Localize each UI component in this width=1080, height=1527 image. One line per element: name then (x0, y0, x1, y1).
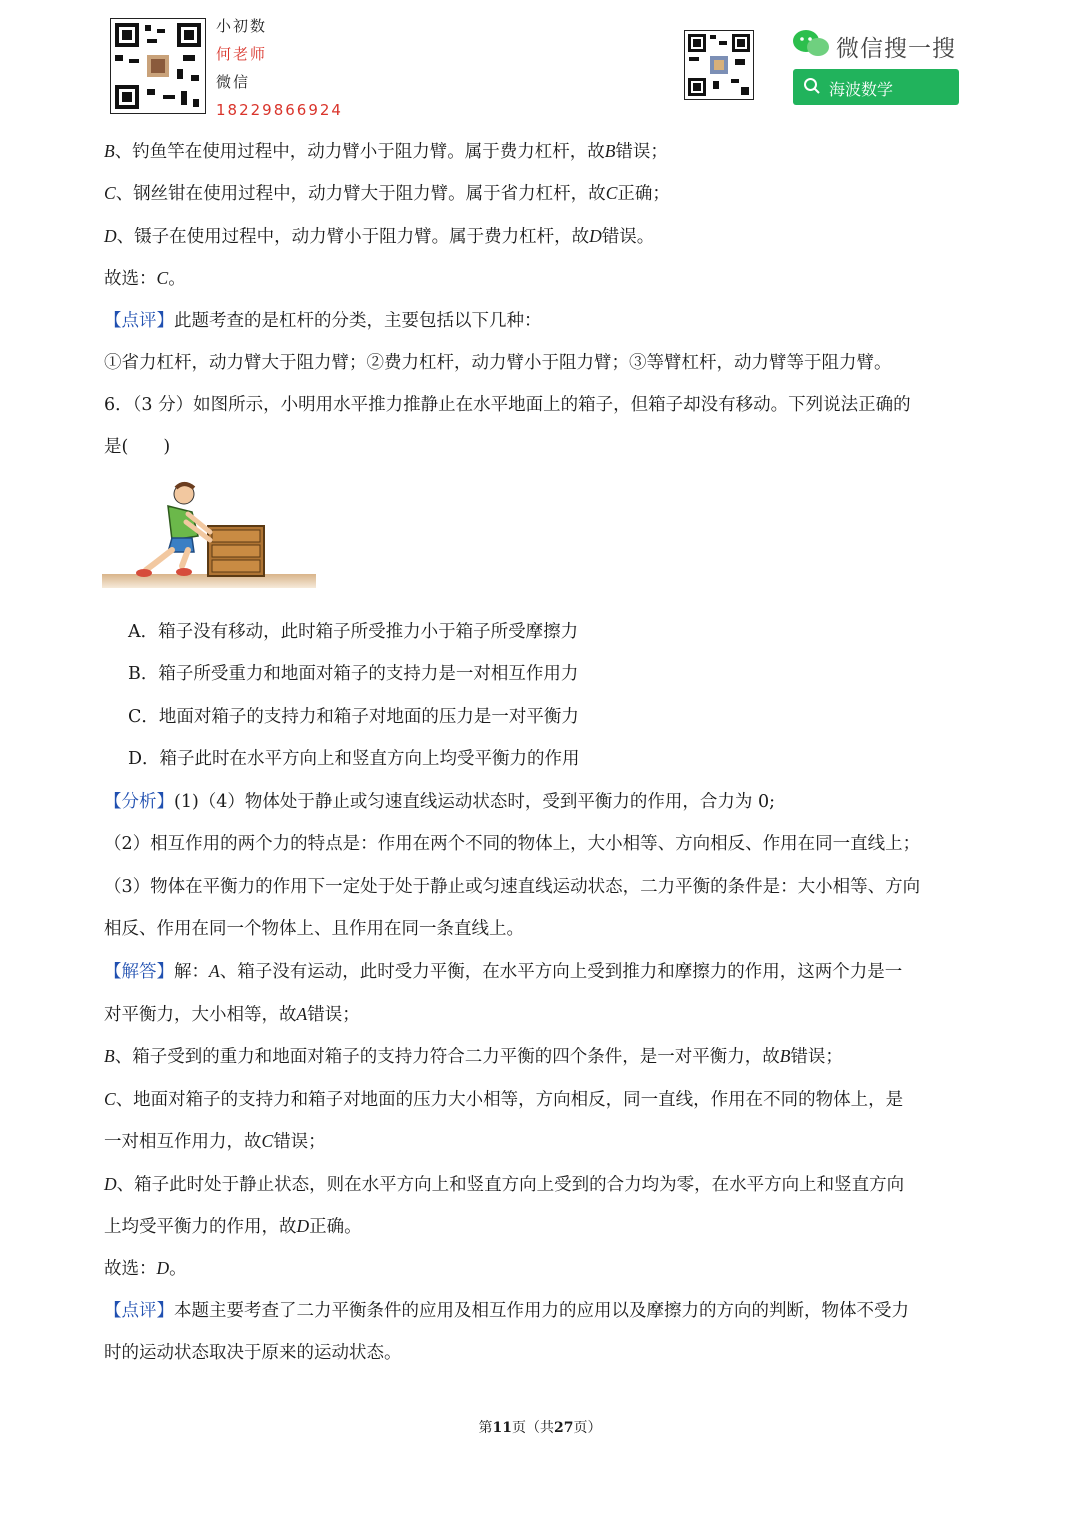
analysis-line-4: 相反、作用在同一个物体上、且作用在同一条直线上。 (104, 919, 524, 939)
page-number: 11 (492, 1420, 512, 1436)
answer-line-1: 【解答】解：A、箱子没有运动，此时受力平衡，在水平方向上受到推力和摩擦力的作用，这两个力是一 (104, 961, 903, 982)
search-icon (803, 77, 821, 95)
line-d: D、镊子在使用过程中，动力臂小于阻力臂。属于费力杠杆，故D错误。 (104, 226, 655, 247)
analysis-tag: 【分析】 (104, 792, 174, 812)
question-6-text-cont: 是( ) (104, 437, 171, 457)
page-total: 27 (554, 1420, 574, 1436)
analysis-line-2: （2）相互作用的两个力的特点是：作用在两个不同的物体上，大小相等、方向相反、作用在同一直线上； (104, 834, 921, 854)
option-c: C．地面对箱子的支持力和箱子对地面的压力是一对平衡力 (128, 707, 579, 727)
search-label: 海波数学 (829, 80, 894, 99)
review-tag: 【点评】 (104, 311, 174, 331)
wechat-search-title: 微信搜一搜 (836, 36, 956, 62)
option-d: D．箱子此时在水平方向上和竖直方向上均受平衡力的作用 (128, 749, 580, 769)
contact-note (216, 12, 343, 124)
wechat-logo-icon (792, 28, 830, 60)
answer-line-5: 一对相互作用力，故C错误； (104, 1131, 326, 1152)
boy-pushing-box-illustration (102, 480, 318, 596)
line-c: C、钢丝钳在使用过程中，动力臂大于阻力臂。属于省力杠杆，故C正确； (104, 183, 670, 204)
answer-line-2: 对平衡力，大小相等，故A错误； (104, 1004, 360, 1025)
phone-number: 18229866924 (216, 101, 343, 119)
answer-line-8: 故选：D。 (104, 1258, 187, 1279)
analysis-line-1: 【分析】(1)（4）物体处于静止或匀速直线运动状态时，受到平衡力的作用，合力为 0; (104, 792, 776, 812)
option-a: A．箱子没有移动，此时箱子所受推力小于箱子所受摩擦力 (128, 622, 579, 642)
answer-choice-line: 故选：C。 (104, 268, 186, 289)
lever-types-line: ①省力杠杆，动力臂大于阻力臂；②费力杠杆，动力臂小于阻力臂；③等臂杠杆，动力臂等于阻力臂。 (104, 353, 892, 373)
review-tag-2: 【点评】 (104, 1301, 174, 1321)
analysis-line-3: （3）物体在平衡力的作用下一定处于处于静止或匀速直线运动状态，二力平衡的条件是：大小相等、方向 (104, 877, 921, 897)
page-footer: 第11页（共27页） (478, 1420, 602, 1436)
answer-tag: 【解答】 (104, 962, 174, 982)
line-b: B、钓鱼竿在使用过程中，动力臂小于阻力臂。属于费力杠杆，故B错误； (104, 141, 668, 162)
answer-line-3: B、箱子受到的重力和地面对箱子的支持力符合二力平衡的四个条件，是一对平衡力，故B错误； (104, 1046, 843, 1067)
review-heading-line: 【点评】此题考查的是杠杆的分类，主要包括以下几种： (104, 311, 542, 331)
qr-code-left (110, 18, 206, 114)
note-line-2: 何老师 (216, 45, 268, 63)
answer-line-7: 上均受平衡力的作用，故D正确。 (104, 1216, 362, 1237)
note-line-1: 小初数 (216, 17, 268, 35)
answer-line-4: C、地面对箱子的支持力和箱子对地面的压力大小相等，方向相反，同一直线，作用在不同的物体上，是 (104, 1089, 904, 1110)
search-button[interactable] (793, 69, 959, 105)
review-line-2: 时的运动状态取决于原来的运动状态。 (104, 1343, 402, 1363)
note-line-3: 微信 (216, 73, 251, 91)
question-6-text: 6．（3 分）如图所示，小明用水平推力推静止在水平地面上的箱子，但箱子却没有移动。下列说法正确的 (104, 395, 911, 415)
option-b: B．箱子所受重力和地面对箱子的支持力是一对相互作用力 (128, 664, 579, 684)
answer-line-6: D、箱子此时处于静止状态，则在水平方向上和竖直方向上受到的合力均为零，在水平方向上和竖直方向 (104, 1174, 905, 1195)
review-line-1: 【点评】本题主要考查了二力平衡条件的应用及相互作用力的应用以及摩擦力的方向的判断，物体不受力 (104, 1301, 909, 1321)
qr-code-right (684, 30, 754, 100)
